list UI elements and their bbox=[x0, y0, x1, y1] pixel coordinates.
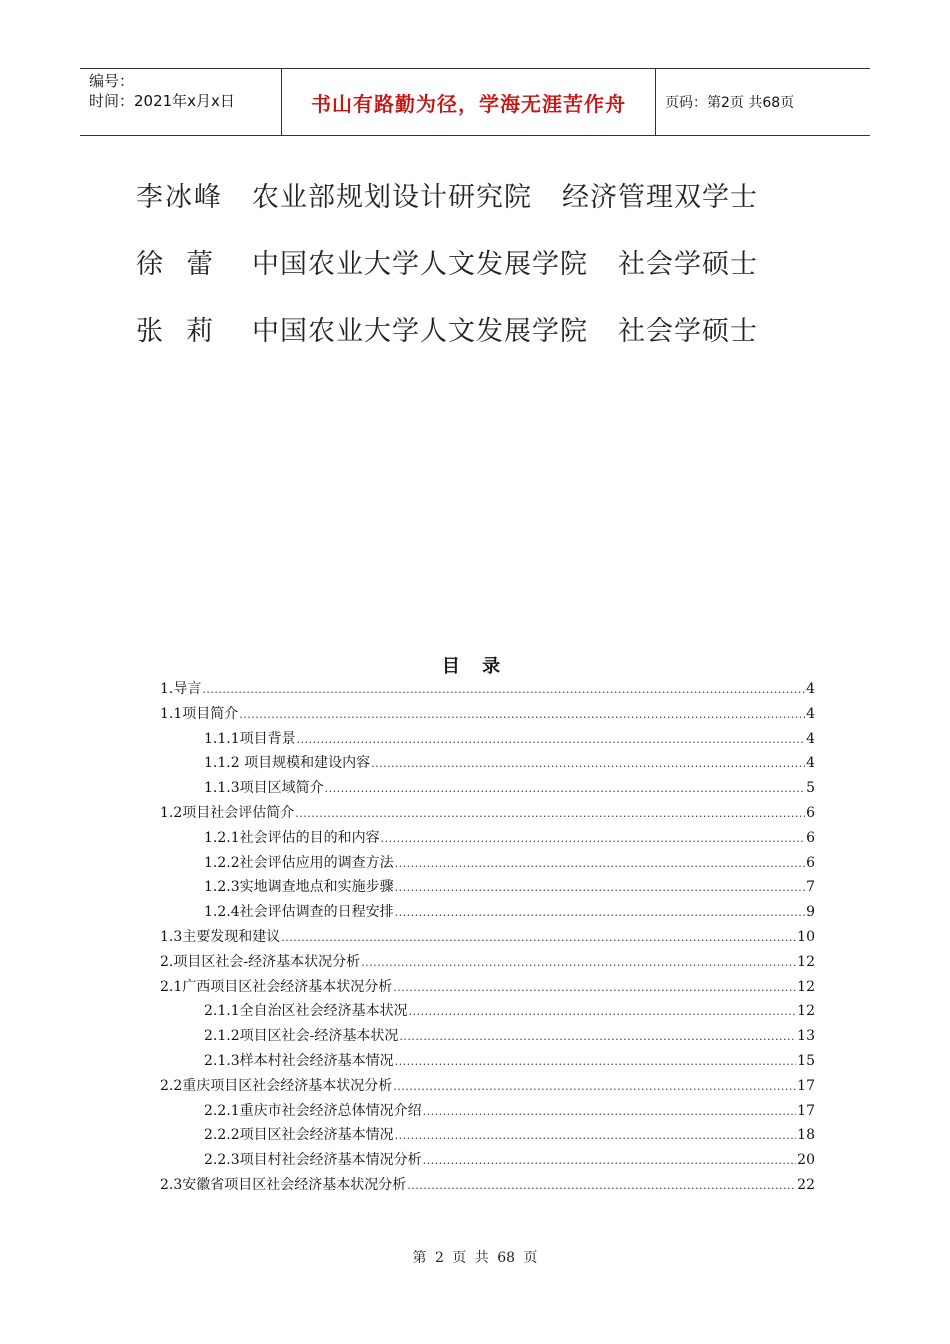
toc-entry-page: 6 bbox=[806, 854, 815, 871]
header-page-info: 页码：第2页 共68页 bbox=[665, 95, 795, 111]
toc-entry[interactable] bbox=[160, 1173, 815, 1198]
toc-entry[interactable] bbox=[160, 801, 815, 826]
author-institution: 中国农业大学人文发展学院 bbox=[252, 249, 588, 280]
toc-entry-page: 22 bbox=[797, 1176, 815, 1193]
toc-entry[interactable] bbox=[160, 1148, 815, 1173]
toc-dot-leader bbox=[423, 1149, 797, 1174]
toc-title: 目 录 bbox=[441, 656, 509, 677]
toc-entry-page: 6 bbox=[806, 804, 815, 821]
toc-entry-page: 15 bbox=[797, 1052, 815, 1069]
toc-entry[interactable] bbox=[160, 925, 815, 950]
toc-dot-leader bbox=[399, 1025, 796, 1050]
toc-entry-page: 4 bbox=[806, 755, 815, 772]
toc-entry-title: 2.2.1重庆市社会经济总体情况介绍 bbox=[204, 1102, 422, 1119]
author-degree: 经济管理双学士 bbox=[562, 182, 758, 213]
toc-entry[interactable] bbox=[160, 1074, 815, 1099]
author-degree: 社会学硕士 bbox=[618, 316, 758, 347]
toc-dot-leader bbox=[395, 1124, 797, 1149]
page-header bbox=[80, 68, 870, 136]
toc-entry-title: 1.导言 bbox=[160, 681, 202, 697]
toc-entry-title: 1.2.2社会评估应用的调查方法 bbox=[204, 854, 394, 871]
toc-entry-title: 2.2重庆项目区社会经济基本状况分析 bbox=[160, 1077, 393, 1094]
toc-dot-leader bbox=[407, 1174, 796, 1199]
toc-entry-title: 1.1.1项目背景 bbox=[204, 730, 296, 747]
toc-entry-page: 17 bbox=[797, 1102, 815, 1119]
toc-entry-title: 2.3安徽省项目区社会经济基本状况分析 bbox=[160, 1176, 407, 1193]
toc-dot-leader bbox=[297, 728, 805, 753]
toc-entry-page: 4 bbox=[806, 730, 815, 747]
toc-entry-page: 9 bbox=[806, 904, 815, 921]
toc-entry-title: 2.1.2项目区社会-经济基本状况 bbox=[204, 1028, 399, 1045]
toc-entry[interactable] bbox=[160, 1024, 815, 1049]
toc-entry[interactable] bbox=[160, 875, 815, 900]
page-footer: 第 2 页 共 68 页 bbox=[412, 1250, 538, 1266]
toc-entry[interactable] bbox=[160, 702, 815, 727]
toc-dot-leader bbox=[393, 976, 796, 1001]
toc-entry[interactable] bbox=[160, 851, 815, 876]
toc-dot-leader bbox=[361, 951, 796, 976]
document-number-label: 编号： bbox=[89, 72, 135, 90]
toc-entry-title: 1.2.1社会评估的目的和内容 bbox=[204, 829, 380, 846]
toc-entry-page: 13 bbox=[797, 1028, 815, 1045]
author-row bbox=[136, 164, 758, 231]
toc-entry-title: 2.1.1全自治区社会经济基本状况 bbox=[204, 1003, 408, 1020]
toc-entry-title: 1.1.3项目区域简介 bbox=[204, 780, 324, 797]
toc-dot-leader bbox=[381, 827, 805, 852]
toc-entry-page: 5 bbox=[806, 780, 815, 797]
toc-entry-title: 1.3主要发现和建议 bbox=[160, 928, 281, 945]
toc-entry[interactable] bbox=[160, 677, 815, 702]
toc-entry-page: 4 bbox=[806, 681, 815, 697]
toc-dot-leader bbox=[393, 1075, 796, 1100]
toc-dot-leader bbox=[371, 752, 805, 777]
toc-dot-leader bbox=[239, 703, 805, 728]
toc-entry-page: 6 bbox=[806, 829, 815, 846]
toc-dot-leader bbox=[281, 926, 796, 951]
toc-dot-leader bbox=[202, 678, 805, 703]
table-of-contents bbox=[160, 677, 815, 1198]
toc-entry[interactable] bbox=[160, 900, 815, 925]
toc-entry[interactable] bbox=[160, 751, 815, 776]
toc-entry[interactable] bbox=[160, 1099, 815, 1124]
toc-entry[interactable] bbox=[160, 999, 815, 1024]
author-institution: 中国农业大学人文发展学院 bbox=[252, 316, 588, 347]
toc-entry-page: 20 bbox=[797, 1152, 815, 1169]
toc-entry-page: 12 bbox=[797, 953, 815, 970]
toc-dot-leader bbox=[325, 777, 805, 802]
toc-entry[interactable] bbox=[160, 975, 815, 1000]
toc-entry[interactable] bbox=[160, 826, 815, 851]
toc-entry-title: 1.2.3实地调查地点和实施步骤 bbox=[204, 879, 394, 896]
toc-dot-leader bbox=[395, 901, 805, 926]
toc-entry-page: 18 bbox=[797, 1127, 815, 1144]
toc-dot-leader bbox=[295, 802, 805, 827]
author-row bbox=[136, 231, 758, 298]
toc-dot-leader bbox=[423, 1100, 797, 1125]
toc-dot-leader bbox=[395, 852, 805, 877]
toc-entry-title: 2.2.3项目村社会经济基本情况分析 bbox=[204, 1152, 422, 1169]
toc-entry-title: 2.项目区社会-经济基本状况分析 bbox=[160, 953, 361, 970]
toc-entry-title: 2.1广西项目区社会经济基本状况分析 bbox=[160, 978, 393, 995]
author-list bbox=[136, 164, 758, 365]
toc-entry-page: 7 bbox=[806, 879, 815, 896]
author-institution: 农业部规划设计研究院 bbox=[252, 182, 532, 213]
toc-entry-page: 10 bbox=[797, 928, 815, 945]
toc-dot-leader bbox=[409, 1000, 797, 1025]
toc-entry-title: 1.1项目简介 bbox=[160, 705, 239, 722]
header-motto: 书山有路勤为径，学海无涯苦作舟 bbox=[282, 69, 656, 135]
toc-dot-leader bbox=[395, 1050, 797, 1075]
toc-dot-leader bbox=[395, 876, 805, 901]
toc-entry[interactable] bbox=[160, 1123, 815, 1148]
toc-entry-page: 12 bbox=[797, 978, 815, 995]
toc-entry-title: 1.2.4社会评估调查的日程安排 bbox=[204, 904, 394, 921]
document-date: 时间：2021年x月x日 bbox=[89, 92, 235, 110]
toc-entry-title: 1.2项目社会评估简介 bbox=[160, 804, 295, 821]
author-name: 张 莉 bbox=[136, 316, 216, 347]
toc-entry-page: 17 bbox=[797, 1077, 815, 1094]
toc-entry[interactable] bbox=[160, 1049, 815, 1074]
toc-entry-title: 1.1.2 项目规模和建设内容 bbox=[204, 755, 371, 772]
author-degree: 社会学硕士 bbox=[618, 249, 758, 280]
toc-entry-page: 12 bbox=[797, 1003, 815, 1020]
author-name: 徐 蕾 bbox=[136, 249, 216, 280]
toc-entry-page: 4 bbox=[806, 705, 815, 722]
toc-entry[interactable] bbox=[160, 950, 815, 975]
author-name: 李冰峰 bbox=[136, 182, 223, 213]
toc-entry[interactable] bbox=[160, 727, 815, 752]
header-meta bbox=[80, 69, 282, 135]
author-row bbox=[136, 298, 758, 365]
toc-entry[interactable] bbox=[160, 776, 815, 801]
toc-entry-title: 2.2.2项目区社会经济基本情况 bbox=[204, 1127, 394, 1144]
toc-entry-title: 2.1.3样本村社会经济基本情况 bbox=[204, 1052, 394, 1069]
